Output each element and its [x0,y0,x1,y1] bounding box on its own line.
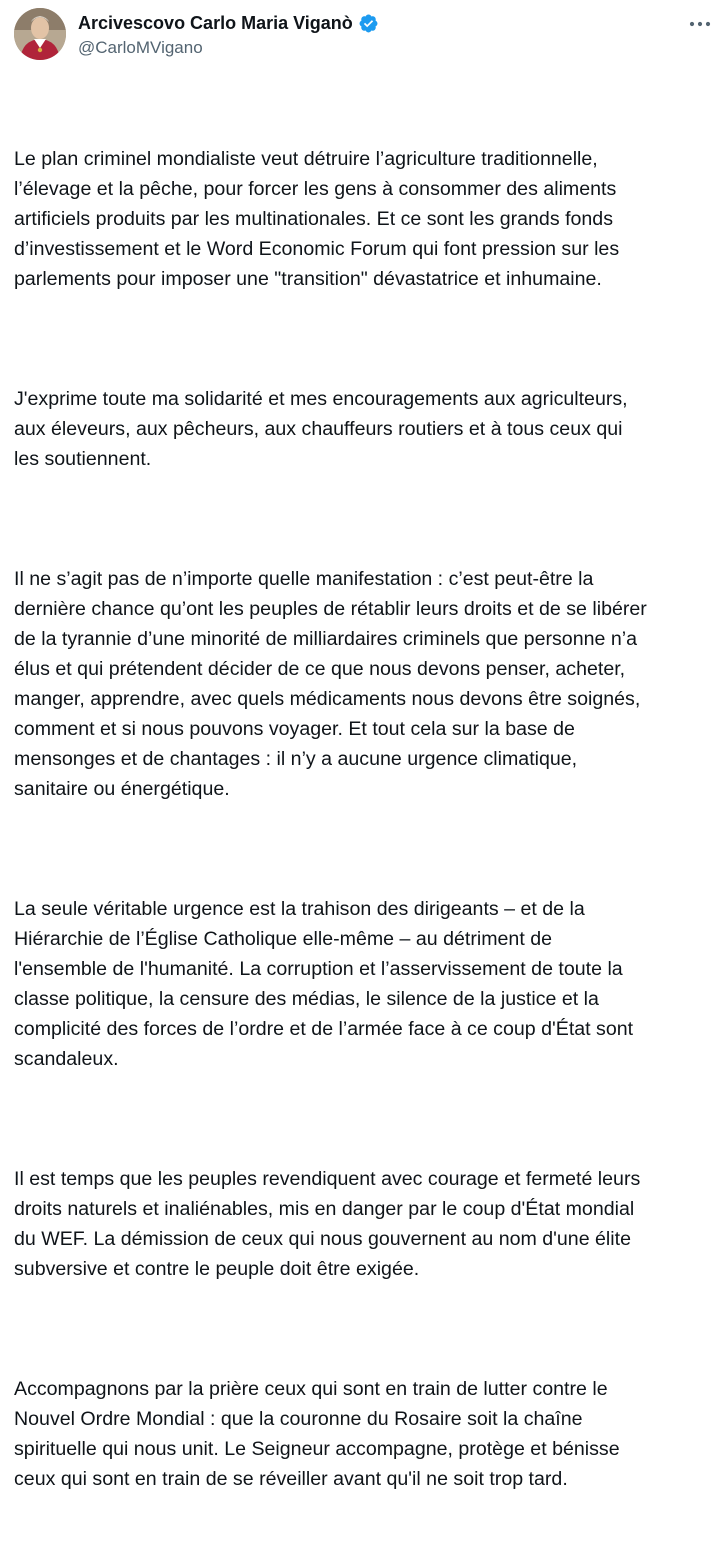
display-name[interactable]: Arcivescovo Carlo Maria Viganò [78,13,353,33]
tweet-paragraph: La seule véritable urgence est la trahison des dirigeants – et de la Hiérarchie de l’Église Catholique elle-même – au détriment de l'ensemble de l'humanité. La corruption et l’asservissement de toute la classe politique, la censure des médias, le silence de la justice et la complicité des forces de l’ordre et de l’armée face à ce coup d'État sont scandaleux. [14,898,634,1070]
profile-photo-icon [14,8,66,60]
tweet-paragraph: Le plan criminel mondialiste veut détruire l’agriculture traditionnelle, l’élevage et la pêche, pour forcer les gens à consommer des aliments artificiels produits par les multinationales. Et ce sont les grands fonds d’investissement et le Word Economic Forum qui font pression sur les parlements pour imposer une "transition" dévastatrice et inhumaine. [14,148,620,290]
author-handle[interactable]: @CarloMVigano [78,37,203,57]
tweet-header [14,8,714,66]
tweet-text [14,84,714,1554]
verified-badge-icon[interactable] [358,13,379,34]
tweet-paragraph: J'exprime toute ma solidarité et mes encouragements aux agriculteurs, aux éleveurs, aux pêcheurs, aux chauffeurs routiers et à tous ceux qui les soutiennent. [14,388,628,470]
tweet-paragraph: Accompagnons par la prière ceux qui sont en train de lutter contre le Nouvel Ordre Mondial : que la couronne du Rosaire soit la chaîne spirituelle qui nous unit. Le Seigneur accompagne, protège et bénisse ceux qui sont en train de se réveiller avant qu'il ne soit trop tard. [14,1378,620,1490]
tweet-paragraph: Il ne s’agit pas de n’importe quelle manifestation : c’est peut-être la dernière chance qu’ont les peuples de rétablir leurs droits et de se libérer de la tyrannie d’une minorité de milliardaires criminels que personne n’a élus et qui prétendent décider de ce que nous devons penser, acheter, manger, apprendre, avec quels médicaments nous devons être soignés, comment et si nous pouvons voyager. Et tout cela sur la base de mensonges et de chantages : il n’y a aucune urgence climatique, sanitaire ou énergétique. [14,568,647,800]
more-options-icon [689,21,711,27]
author-identity [78,8,379,58]
avatar[interactable] [14,8,66,60]
more-options-button[interactable] [686,14,714,34]
name-row [78,13,379,35]
tweet-paragraph: Il est temps que les peuples revendiquent avec courage et fermeté leurs droits naturels et inaliénables, mis en danger par le coup d'État mondial du WEF. La démission de ceux qui nous gouvernent au nom d'une élite subversive et contre le peuple doit être exigée. [14,1168,641,1280]
